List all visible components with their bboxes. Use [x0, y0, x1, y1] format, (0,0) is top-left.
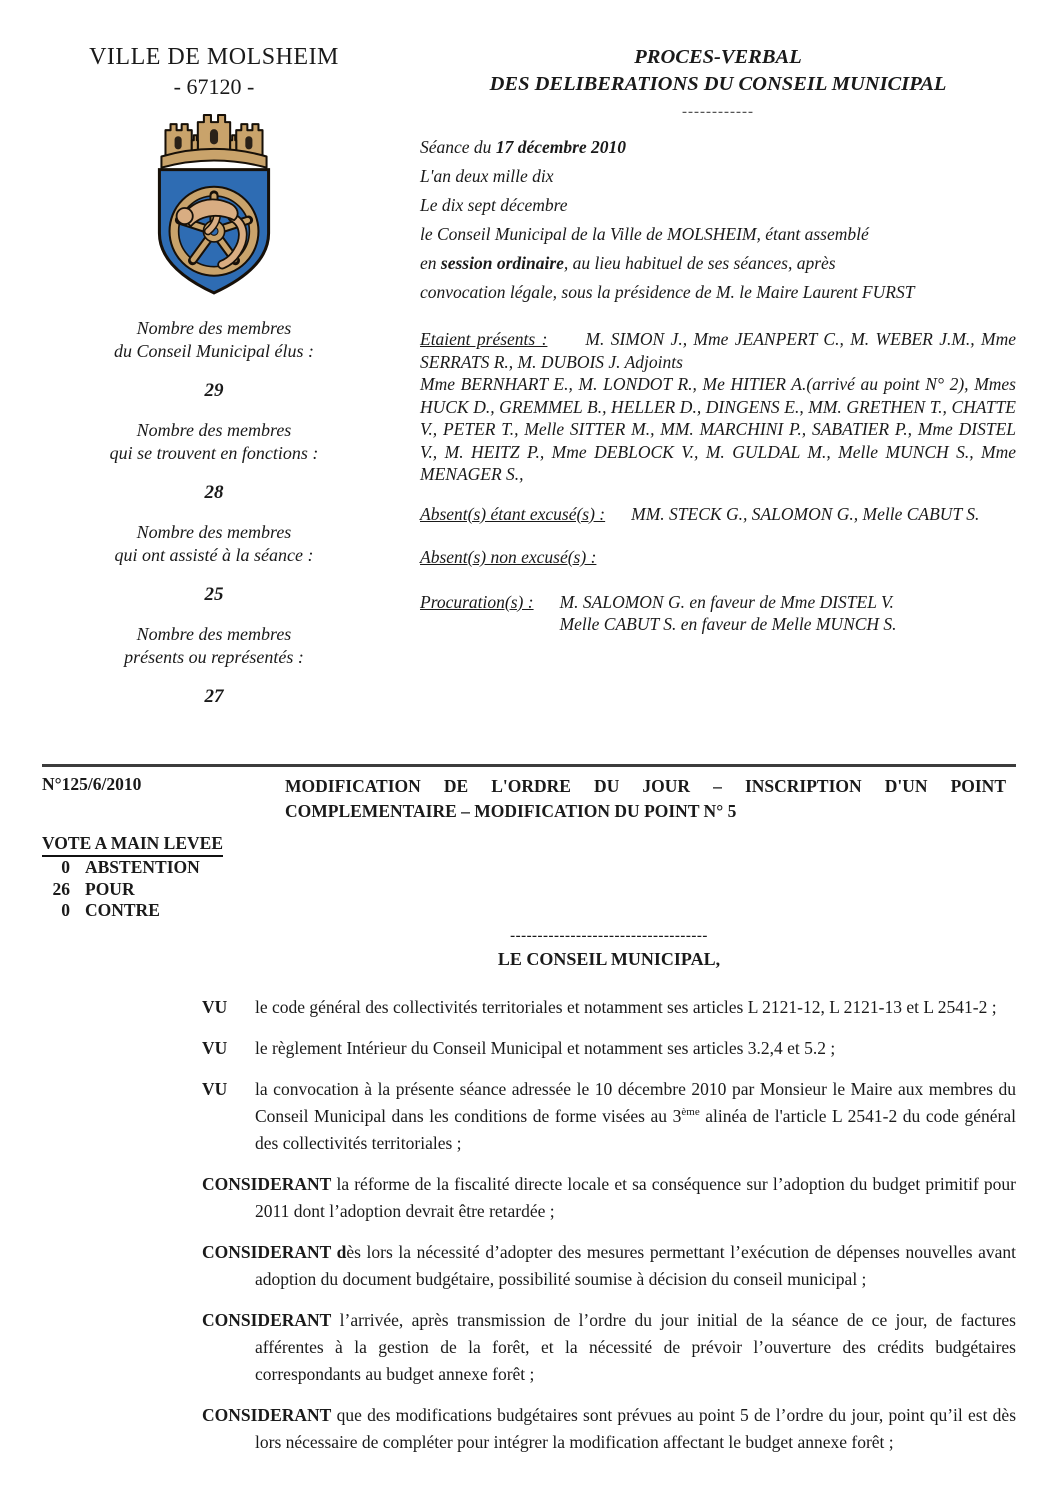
clause-label: VU — [202, 1078, 228, 1099]
clause-vu-1: VU le code général des collectivités territoriales et notamment ses articles L 2121-12, L 2121-13 et L 2541-2 ; — [202, 994, 1016, 1021]
counter-label-line1: Nombre des membres — [136, 318, 292, 338]
vote-row-contre — [42, 900, 1016, 922]
vote-block — [42, 824, 1016, 922]
council-heading: LE CONSEIL MUNICIPAL, — [497, 948, 721, 969]
clause-label: CONSIDERANT — [202, 1173, 332, 1194]
counter-label-line2: qui se trouvent en fonctions : — [109, 443, 319, 463]
present-members-intro: Etaient présents : M. SIMON J., Mme JEANPERT C., M. WEBER J.M., Mme SERRATS R., M. DUBOIS J. Adjoints — [420, 329, 1017, 372]
counter-in-office — [42, 419, 386, 504]
document-title-line1: PROCES-VERBAL — [634, 46, 802, 68]
session-line: convocation légale, sous la présidence de M. le Maire Laurent FURST — [420, 282, 915, 302]
clause-considerant-2: CONSIDERANT dès lors la nécessité d’adopter des mesures permettant l’exécution de dépenses nouvelles avant adoption du document budgétaire, possibilité soumise à décision du conseil municipal ; — [202, 1241, 1016, 1289]
counter-value: 29 — [204, 380, 224, 401]
dashed-separator: ------------------------------------ — [510, 927, 708, 944]
right-column — [386, 44, 1016, 714]
counter-value: 25 — [204, 584, 224, 605]
counter-label-line1: Nombre des membres — [136, 420, 292, 440]
city-name: VILLE DE MOLSHEIM — [89, 44, 339, 70]
counter-label-line2: qui ont assisté à la séance : — [114, 545, 314, 565]
vote-count: 0 — [61, 857, 70, 877]
proxy-line: Melle CABUT S. en faveur de Melle MUNCH S. — [559, 614, 897, 634]
session-line: le Conseil Municipal de la Ville de MOLSHEIM, étant assemblé — [420, 224, 869, 244]
session-date: 17 décembre 2010 — [495, 137, 627, 157]
counter-label-line1: Nombre des membres — [136, 522, 292, 542]
clause-considerant-4: CONSIDERANT que des modifications budgétaires sont prévues au point 5 de l’ordre du jour, point qu’il est dès lors nécessaire de compléter pour intégrer la modification affectant le budget annexe forêt ; — [202, 1404, 1017, 1452]
clause-vu-2: VU le règlement Intérieur du Conseil Municipal et notamment ses articles 3.2,4 et 5.2 ; — [202, 1035, 1016, 1062]
clause-label: CONSIDERANT — [202, 1404, 332, 1425]
counter-value: 28 — [204, 482, 224, 503]
vote-label: ABSTENTION — [85, 857, 200, 877]
proxy-label: Procuration(s) : — [420, 591, 534, 612]
clauses — [42, 994, 1016, 1456]
session-intro — [420, 133, 1016, 307]
session-line: L'an deux mille dix — [420, 166, 554, 186]
vote-count: 26 — [52, 878, 70, 899]
counter-attended — [42, 521, 386, 606]
deliberation-number: N°125/6/2010 — [42, 774, 142, 794]
deliberation-header — [42, 767, 1016, 824]
clause-label: CONSIDERANT d — [202, 1241, 347, 1262]
session-line: Le dix sept décembre — [420, 195, 568, 215]
vote-count: 0 — [61, 900, 70, 920]
left-column — [42, 44, 386, 714]
session-line: en session ordinaire, au lieu habituel de ses séances, après — [420, 253, 836, 273]
counter-label-line1: Nombre des membres — [136, 624, 292, 644]
clause-label: VU — [202, 996, 228, 1017]
vote-row-pour — [42, 879, 1016, 901]
document-title — [420, 44, 1016, 98]
present-members-label: Etaient présents : — [420, 329, 548, 349]
proxy-line: M. SALOMON G. en faveur de Mme DISTEL V. — [559, 591, 894, 612]
postal-code: - 67120 - — [173, 74, 255, 99]
vote-label: POUR — [85, 878, 135, 899]
vote-row-abstention — [42, 857, 1016, 879]
document-title-line2: DES DELIBERATIONS DU CONSEIL MUNICIPAL — [489, 73, 947, 95]
present-members-list: Mme BERNHART E., M. LONDOT R., Me HITIER A.(arrivé au point N° 2), Mmes HUCK D., GREMMEL B., HELLER D., DINGENS E., MM. GRETHEN T., CHATTE V., PETER T., Melle SITTER M., MM. MARCHINI P., SABATIER P., Mme DISTEL V., M. HEITZ P., Mme DEBLOCK V., M. GULDAL M., Melle MUNCH S., Mme MENAGER S., — [420, 374, 1016, 484]
clause-considerant-1: CONSIDERANT la réforme de la fiscalité directe locale et sa conséquence sur l’adoption du budget primitif pour 2011 dont l’adoption devrait être retardée ; — [202, 1173, 1016, 1221]
absent-excused-row — [420, 503, 1016, 526]
attendance — [420, 328, 1016, 636]
counter-label-line2: présents ou représentés : — [124, 647, 304, 667]
absent-excused-label: Absent(s) étant excusé(s) : — [420, 503, 606, 524]
top-section — [42, 44, 1016, 714]
counter-elected — [42, 317, 386, 402]
clause-label: CONSIDERANT — [202, 1309, 332, 1330]
vote-label: CONTRE — [85, 900, 160, 920]
clause-label: VU — [202, 1037, 228, 1058]
absent-excused-value: MM. STECK G., SALOMON G., Melle CABUT S. — [631, 503, 980, 524]
counter-label-line2: du Conseil Municipal élus : — [114, 341, 314, 361]
header-dashes: ------------ — [682, 104, 754, 120]
proxy-row — [420, 591, 1016, 636]
vote-heading: VOTE A MAIN LEVEE — [42, 833, 223, 857]
deliberation-title: MODIFICATION DE L'ORDRE DU JOUR – INSCRIPTION D'UN POINT COMPLEMENTAIRE – MODIFICATION DU POINT N° 5 — [285, 776, 1006, 821]
absent-not-excused-row — [420, 546, 1016, 569]
counter-represented — [42, 623, 386, 708]
absent-not-excused-label: Absent(s) non excusé(s) : — [420, 547, 597, 567]
counter-value: 27 — [204, 686, 224, 707]
clause-considerant-3: CONSIDERANT l’arrivée, après transmission de l’ordre du jour initial de la séance de ce jour, de factures afférentes à la gestion de la forêt, et la nécessité de prévoir l’ouverture des crédits budgétaires correspondants au budget annexe forêt ; — [202, 1309, 1016, 1384]
session-date-line: Séance du 17 décembre 2010 — [420, 137, 627, 157]
clause-vu-3: VU la convocation à la présente séance adressée le 10 décembre 2010 par Monsieur le Maire aux membres du Conseil Municipal dans les conditions de forme visées au 3ème alinéa de l'article L 2541-2 du code général des collectivités territoriales ; — [202, 1076, 1016, 1157]
molsheim-coat-of-arms-icon — [151, 112, 277, 300]
